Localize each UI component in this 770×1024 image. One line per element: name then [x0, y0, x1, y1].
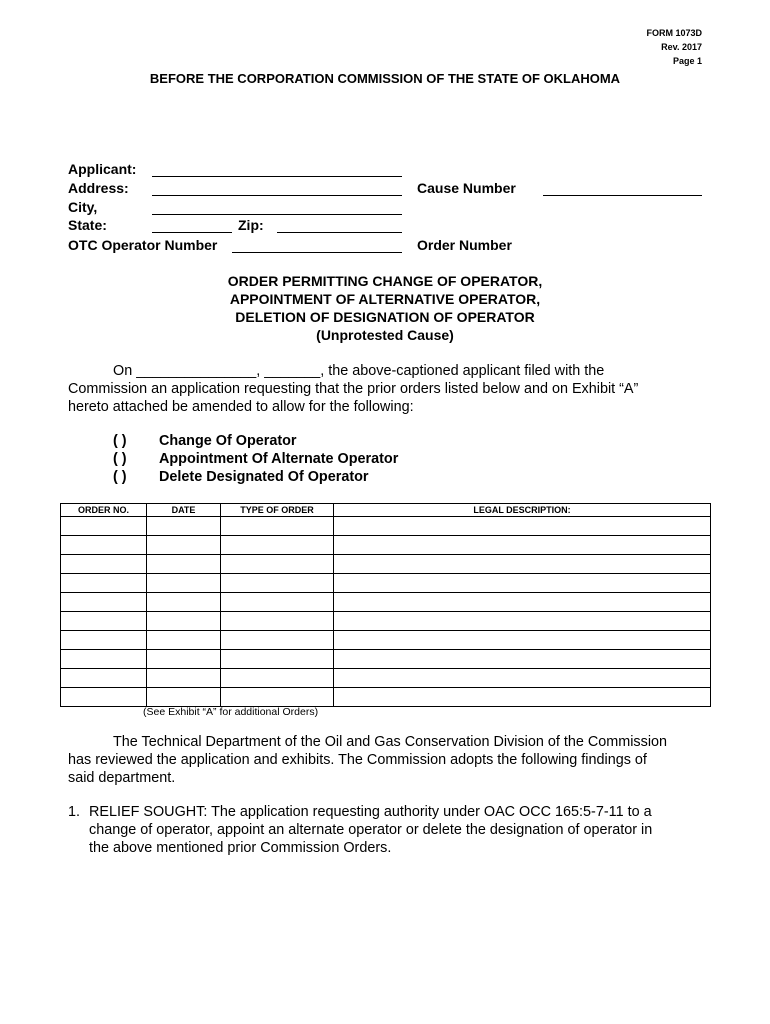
cause-number-field[interactable] [543, 195, 702, 196]
table-cell[interactable] [221, 650, 334, 669]
column-header-legal-description: LEGAL DESCRIPTION: [334, 504, 711, 517]
table-cell[interactable] [61, 612, 147, 631]
otc-operator-number-field[interactable] [232, 252, 402, 253]
table-cell[interactable] [334, 669, 711, 688]
table-cell[interactable] [221, 612, 334, 631]
table-cell[interactable] [61, 517, 147, 536]
option-label: Appointment Of Alternate Operator [159, 451, 399, 467]
table-cell[interactable] [221, 593, 334, 612]
page-number: Page 1 [672, 56, 702, 66]
table-cell[interactable] [334, 593, 711, 612]
table-cell[interactable] [61, 574, 147, 593]
table-cell[interactable] [61, 669, 147, 688]
order-title-line: ORDER PERMITTING CHANGE OF OPERATOR, [227, 273, 543, 289]
table-cell[interactable] [147, 688, 221, 707]
table-cell[interactable] [61, 650, 147, 669]
applicant-label: Applicant: [68, 161, 137, 177]
option-label: Delete Designated Of Operator [159, 469, 369, 485]
option-delete-designated-operator[interactable] [113, 468, 398, 486]
table-cell[interactable] [334, 536, 711, 555]
order-title-subtitle: (Unprotested Cause) [316, 327, 454, 343]
technical-line: has reviewed the application and exhibits. The Commission adopts the following findings of [68, 752, 647, 768]
table-row [61, 536, 711, 555]
order-title-line: DELETION OF DESIGNATION OF OPERATOR [235, 309, 535, 325]
address-field[interactable] [152, 195, 402, 196]
table-cell[interactable] [147, 593, 221, 612]
state-label: State: [68, 217, 107, 233]
table-cell[interactable] [221, 536, 334, 555]
technical-line: The Technical Department of the Oil and Gas Conservation Division of the Commission [113, 734, 668, 750]
technical-paragraph [68, 733, 728, 787]
table-cell[interactable] [221, 517, 334, 536]
column-header-order-no: ORDER NO. [61, 504, 147, 517]
finding-relief-sought [68, 803, 708, 857]
form-number: FORM 1073D [646, 28, 702, 38]
table-row [61, 517, 711, 536]
table-cell[interactable] [61, 631, 147, 650]
table-row [61, 593, 711, 612]
table-cell[interactable] [147, 650, 221, 669]
order-title [0, 272, 770, 344]
column-header-date: DATE [147, 504, 221, 517]
table-row [61, 669, 711, 688]
intro-line: On _______________, _______, the above-captioned applicant filed with the [113, 363, 605, 379]
table-cell[interactable] [147, 555, 221, 574]
option-change-of-operator[interactable] [113, 432, 398, 450]
table-cell[interactable] [61, 536, 147, 555]
technical-line: said department. [68, 770, 176, 786]
order-title-line: APPOINTMENT OF ALTERNATIVE OPERATOR, [229, 291, 541, 307]
cause-number-label: Cause Number [417, 180, 516, 196]
intro-line: hereto attached be amended to allow for the following: [68, 399, 414, 415]
table-cell[interactable] [147, 574, 221, 593]
form-revision: Rev. 2017 [661, 42, 702, 52]
table-cell[interactable] [334, 555, 711, 574]
table-cell[interactable] [334, 688, 711, 707]
table-cell[interactable] [61, 688, 147, 707]
applicant-field[interactable] [152, 176, 402, 177]
finding-line: change of operator, appoint an alternate operator or delete the designation of operator in [89, 822, 653, 838]
order-number-label: Order Number [417, 237, 512, 253]
table-cell[interactable] [147, 517, 221, 536]
city-label: City, [68, 199, 98, 215]
table-cell[interactable] [61, 555, 147, 574]
exhibit-note: (See Exhibit “A” for additional Orders) [143, 706, 319, 718]
table-cell[interactable] [334, 631, 711, 650]
state-field[interactable] [152, 232, 232, 233]
finding-number: 1. [68, 804, 81, 820]
option-appointment-alternate-operator[interactable] [113, 450, 398, 468]
finding-line: RELIEF SOUGHT: The application requesting authority under OAC OCC 165:5-7-11 to a [89, 804, 652, 820]
orders-table-header [61, 504, 711, 517]
table-row [61, 688, 711, 707]
address-label: Address: [68, 180, 129, 196]
table-cell[interactable] [221, 555, 334, 574]
orders-table [60, 503, 711, 707]
zip-field[interactable] [277, 232, 402, 233]
otc-operator-number-label: OTC Operator Number [68, 237, 218, 253]
table-cell[interactable] [334, 517, 711, 536]
checkbox-parens[interactable]: ( ) [113, 469, 127, 485]
table-row [61, 650, 711, 669]
table-cell[interactable] [221, 574, 334, 593]
table-cell[interactable] [221, 631, 334, 650]
table-cell[interactable] [147, 612, 221, 631]
table-cell[interactable] [221, 688, 334, 707]
table-row [61, 574, 711, 593]
table-row [61, 631, 711, 650]
checkbox-parens[interactable]: ( ) [113, 433, 127, 449]
table-cell[interactable] [221, 669, 334, 688]
table-cell[interactable] [334, 574, 711, 593]
city-field[interactable] [152, 214, 402, 215]
form-identifier [646, 26, 702, 68]
table-cell[interactable] [147, 631, 221, 650]
page-heading: BEFORE THE CORPORATION COMMISSION OF THE STATE OF OKLAHOMA [149, 71, 621, 86]
table-cell[interactable] [61, 593, 147, 612]
table-cell[interactable] [334, 650, 711, 669]
table-row [61, 555, 711, 574]
option-list [113, 432, 398, 486]
checkbox-parens[interactable]: ( ) [113, 451, 127, 467]
intro-line: Commission an application requesting that the prior orders listed below and on Exhibit “A” [68, 381, 639, 397]
table-cell[interactable] [334, 612, 711, 631]
zip-label: Zip: [238, 217, 264, 233]
column-header-type-of-order: TYPE OF ORDER [221, 504, 334, 517]
table-row [61, 612, 711, 631]
finding-line: the above mentioned prior Commission Orders. [89, 840, 392, 856]
option-label: Change Of Operator [159, 433, 297, 449]
table-cell[interactable] [147, 669, 221, 688]
intro-paragraph [68, 362, 718, 416]
table-cell[interactable] [147, 536, 221, 555]
